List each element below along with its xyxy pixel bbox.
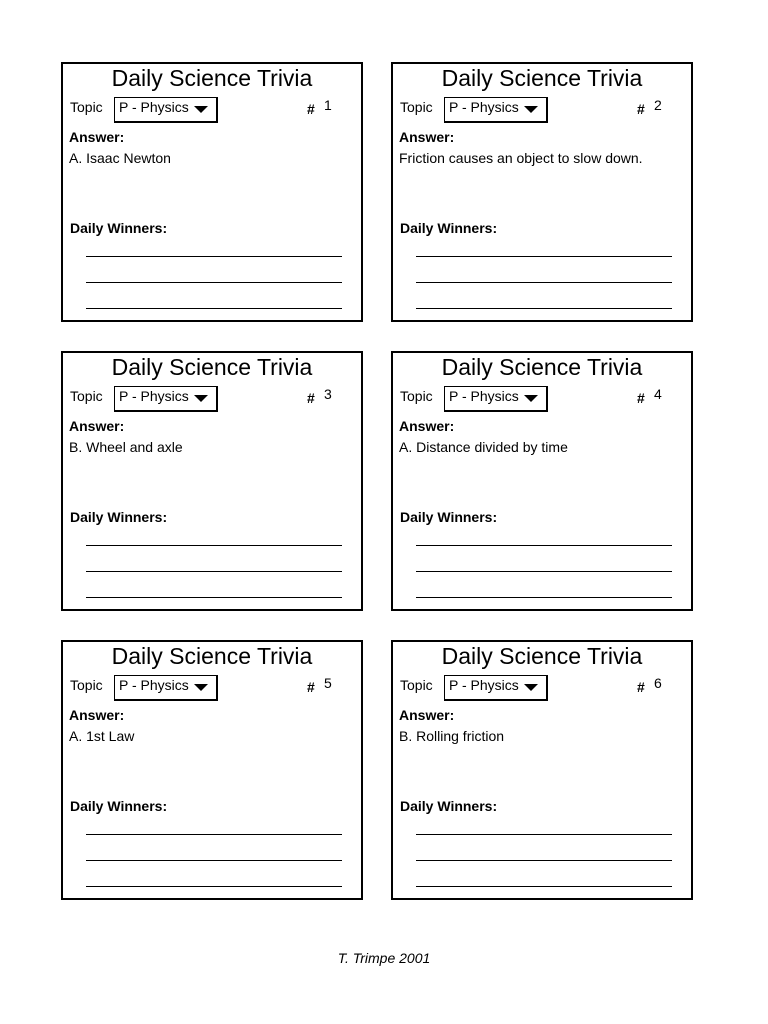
topic-value: P - Physics <box>449 99 519 115</box>
card-title: Daily Science Trivia <box>441 65 643 91</box>
answer-label: Answer: <box>69 418 125 434</box>
card-number: 4 <box>654 386 662 402</box>
footer-credit: T. Trimpe 2001 <box>337 950 431 966</box>
topic-label: Topic <box>70 99 103 115</box>
topic-value: P - Physics <box>119 388 189 404</box>
number-sign: # <box>637 390 645 406</box>
card-number: 2 <box>654 97 662 113</box>
card-title: Daily Science Trivia <box>111 65 313 91</box>
topic-label: Topic <box>70 677 103 693</box>
chevron-down-icon <box>524 684 538 691</box>
topic-label: Topic <box>400 677 433 693</box>
card-number: 5 <box>324 675 332 691</box>
winner-line <box>86 886 342 887</box>
winner-line <box>416 886 672 887</box>
winner-line <box>416 256 672 257</box>
topic-value: P - Physics <box>449 677 519 693</box>
winner-line <box>416 282 672 283</box>
daily-winners-label: Daily Winners: <box>70 509 168 525</box>
winner-line <box>416 834 672 835</box>
topic-dropdown[interactable] <box>444 386 548 412</box>
trivia-card-5 <box>61 640 363 900</box>
answer-text: B. Rolling friction <box>399 728 505 744</box>
answer-label: Answer: <box>69 707 125 723</box>
answer-label: Answer: <box>69 129 125 145</box>
winner-line <box>416 571 672 572</box>
winner-line <box>86 256 342 257</box>
winner-line <box>416 597 672 598</box>
winner-line <box>416 545 672 546</box>
winner-line <box>86 545 342 546</box>
winner-line <box>86 834 342 835</box>
answer-label: Answer: <box>399 707 455 723</box>
chevron-down-icon <box>524 106 538 113</box>
answer-text: Friction causes an object to slow down. <box>399 150 643 166</box>
topic-label: Topic <box>400 99 433 115</box>
card-number: 3 <box>324 386 332 402</box>
number-sign: # <box>637 679 645 695</box>
topic-value: P - Physics <box>119 99 189 115</box>
daily-winners-label: Daily Winners: <box>400 798 498 814</box>
card-title: Daily Science Trivia <box>111 354 313 380</box>
topic-dropdown[interactable] <box>444 97 548 123</box>
topic-dropdown[interactable] <box>114 675 218 701</box>
winner-line <box>86 860 342 861</box>
topic-label: Topic <box>400 388 433 404</box>
trivia-card-1 <box>61 62 363 322</box>
winner-line <box>86 282 342 283</box>
topic-dropdown[interactable] <box>444 675 548 701</box>
topic-dropdown[interactable] <box>114 386 218 412</box>
daily-winners-label: Daily Winners: <box>400 220 498 236</box>
winner-line <box>86 308 342 309</box>
chevron-down-icon <box>194 684 208 691</box>
daily-winners-label: Daily Winners: <box>70 220 168 236</box>
trivia-card-4 <box>391 351 693 611</box>
topic-label: Topic <box>70 388 103 404</box>
winner-line <box>416 308 672 309</box>
winner-line <box>86 597 342 598</box>
topic-value: P - Physics <box>449 388 519 404</box>
card-number: 6 <box>654 675 662 691</box>
trivia-card-6 <box>391 640 693 900</box>
card-title: Daily Science Trivia <box>111 643 313 669</box>
chevron-down-icon <box>194 106 208 113</box>
winner-line <box>416 860 672 861</box>
answer-text: B. Wheel and axle <box>69 439 183 455</box>
trivia-card-3 <box>61 351 363 611</box>
chevron-down-icon <box>524 395 538 402</box>
number-sign: # <box>307 679 315 695</box>
answer-label: Answer: <box>399 418 455 434</box>
number-sign: # <box>637 101 645 117</box>
answer-text: A. 1st Law <box>69 728 135 744</box>
number-sign: # <box>307 390 315 406</box>
daily-winners-label: Daily Winners: <box>400 509 498 525</box>
number-sign: # <box>307 101 315 117</box>
answer-text: A. Isaac Newton <box>69 150 171 166</box>
answer-text: A. Distance divided by time <box>399 439 568 455</box>
card-title: Daily Science Trivia <box>441 354 643 380</box>
card-title: Daily Science Trivia <box>441 643 643 669</box>
winner-line <box>86 571 342 572</box>
daily-winners-label: Daily Winners: <box>70 798 168 814</box>
answer-label: Answer: <box>399 129 455 145</box>
topic-dropdown[interactable] <box>114 97 218 123</box>
chevron-down-icon <box>194 395 208 402</box>
trivia-card-2 <box>391 62 693 322</box>
card-number: 1 <box>324 97 332 113</box>
topic-value: P - Physics <box>119 677 189 693</box>
